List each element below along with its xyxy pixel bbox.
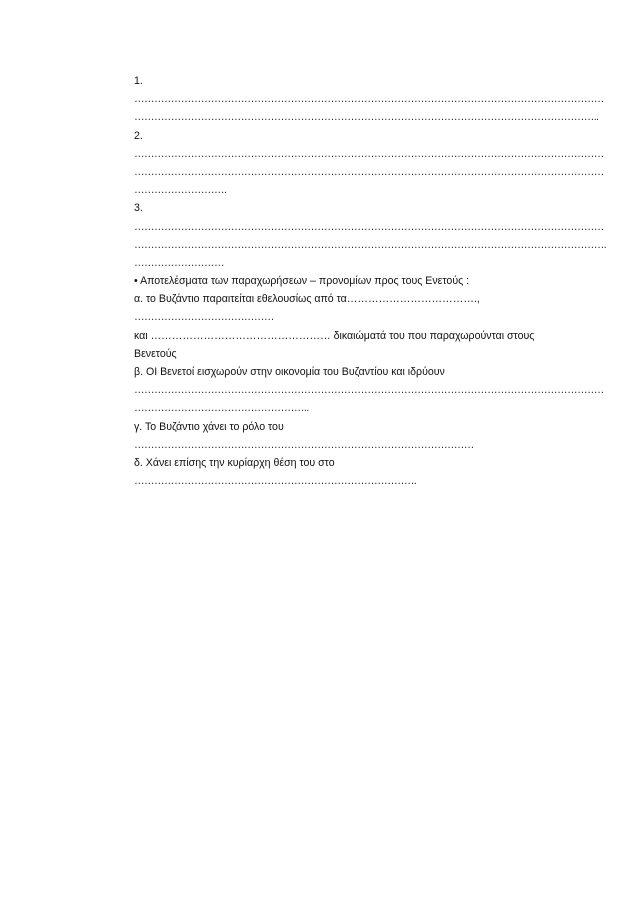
point-a: α. το Βυζάντιο παραιτείται εθελουσίως από τα………………………………., xyxy=(134,293,480,306)
worksheet-content xyxy=(134,72,607,490)
answer-blank-line: …………………………………………………………………………. xyxy=(134,475,417,488)
item-number-2: 2. xyxy=(134,129,143,142)
point-d: δ. Χάνει επίσης την κυρίαρχη θέση του στο xyxy=(134,456,335,469)
point-b: β. ΟΙ Βενετοί εισχωρούν στην οικονομία του Βυζαντίου και ιδρύουν xyxy=(134,366,445,378)
answer-blank-line: ……………………… xyxy=(134,256,224,269)
answer-blank-line: …………………………………………………………………………………………………………………………… xyxy=(134,147,604,160)
answer-blank-line: ……………………………………………………………………………………………………………………………. xyxy=(134,238,607,251)
answer-blank-line: …………………………………………………………………………………………………………………………… xyxy=(134,165,604,178)
answer-blank-line: …………………………………………………………………………………………………………………………… xyxy=(134,220,604,233)
section-heading: • Αποτελέσματα των παραχωρήσεων – προνομίων προς τους Ενετούς : xyxy=(134,275,470,288)
point-a-continued: και …………………………………………… δικαιώματά του που παραχωρούνται στους xyxy=(134,329,535,342)
answer-blank-line: …………………………………… xyxy=(134,311,274,324)
answer-blank-line: ………………………. xyxy=(134,184,227,197)
item-number-1: 1. xyxy=(134,75,143,87)
point-c: γ. Το Βυζάντιο χάνει το ρόλο του xyxy=(134,420,284,433)
answer-blank-line: ………………………………………………………………………………………………………………………….. xyxy=(134,111,599,124)
item-number-3: 3. xyxy=(134,202,143,215)
answer-blank-line: ………………………………………………………………………………………… xyxy=(134,438,474,451)
answer-blank-line: …………………………………………………………………………………………………………………………… xyxy=(134,93,604,106)
answer-blank-line: …………………………………………………………………………………………………………………………… xyxy=(134,384,604,397)
point-a-continued: Βενετούς xyxy=(134,347,177,360)
answer-blank-line: …………………………………………….. xyxy=(134,402,309,415)
